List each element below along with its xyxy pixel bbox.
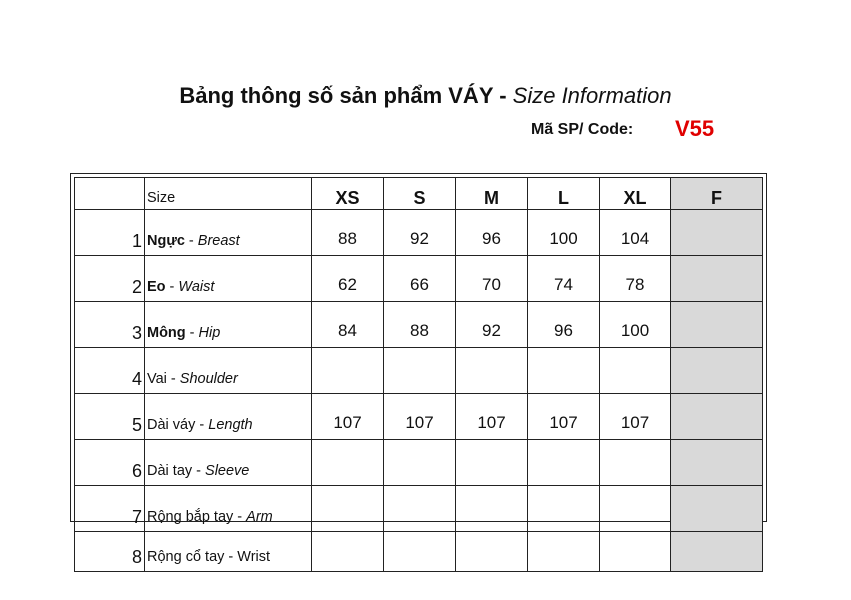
size-value-cell: 107 bbox=[312, 394, 384, 440]
measurement-label bbox=[145, 394, 312, 440]
label-separator: - bbox=[166, 371, 180, 387]
size-f-header: F bbox=[671, 178, 763, 210]
size-value-cell: 74 bbox=[528, 256, 600, 302]
size-xl-header: XL bbox=[600, 178, 671, 210]
header-row bbox=[75, 178, 763, 210]
size-value-cell: 107 bbox=[528, 394, 600, 440]
size-value-cell bbox=[671, 532, 763, 572]
label-english: Shoulder bbox=[179, 371, 238, 387]
size-m-header: M bbox=[456, 178, 528, 210]
measurement-label bbox=[145, 440, 312, 486]
label-vietnamese: Ngực bbox=[147, 233, 185, 249]
table-row bbox=[75, 532, 763, 572]
size-value-cell: 107 bbox=[600, 394, 671, 440]
size-value-cell: 88 bbox=[312, 210, 384, 256]
size-value-cell bbox=[456, 348, 528, 394]
row-number: 5 bbox=[75, 394, 145, 440]
size-value-cell bbox=[384, 348, 456, 394]
size-value-cell bbox=[384, 440, 456, 486]
size-value-cell bbox=[312, 440, 384, 486]
size-value-cell: 107 bbox=[384, 394, 456, 440]
label-separator: - bbox=[185, 325, 199, 341]
size-value-cell: 107 bbox=[456, 394, 528, 440]
product-code-value: V55 bbox=[675, 116, 715, 141]
label-separator: - bbox=[195, 417, 209, 433]
label-english: Arm bbox=[246, 509, 273, 525]
size-header-label: Size bbox=[145, 178, 312, 210]
label-english: Length bbox=[208, 417, 253, 433]
label-separator: - bbox=[165, 279, 179, 295]
size-value-cell bbox=[671, 394, 763, 440]
size-value-cell bbox=[671, 440, 763, 486]
label-english: Wrist bbox=[237, 549, 271, 565]
row-number: 6 bbox=[75, 440, 145, 486]
label-vietnamese: Mông bbox=[147, 325, 186, 341]
size-table bbox=[74, 177, 763, 572]
size-value-cell bbox=[528, 532, 600, 572]
measurement-label bbox=[145, 302, 312, 348]
size-value-cell bbox=[600, 532, 671, 572]
row-number: 3 bbox=[75, 302, 145, 348]
label-vietnamese: Eo bbox=[147, 279, 166, 295]
size-value-cell: 100 bbox=[528, 210, 600, 256]
row-number: 7 bbox=[75, 486, 145, 532]
size-value-cell bbox=[671, 302, 763, 348]
measurement-label bbox=[145, 486, 312, 532]
table-row bbox=[75, 302, 763, 348]
label-english: Sleeve bbox=[205, 463, 250, 479]
size-value-cell: 92 bbox=[456, 302, 528, 348]
label-vietnamese: Rộng bắp tay bbox=[147, 509, 234, 525]
size-value-cell bbox=[456, 532, 528, 572]
size-value-cell bbox=[671, 486, 763, 532]
size-value-cell bbox=[312, 348, 384, 394]
size-value-cell bbox=[528, 348, 600, 394]
row-number: 2 bbox=[75, 256, 145, 302]
label-separator: - bbox=[224, 549, 238, 565]
size-value-cell bbox=[671, 348, 763, 394]
size-value-cell: 62 bbox=[312, 256, 384, 302]
label-separator: - bbox=[184, 233, 198, 249]
size-value-cell bbox=[456, 486, 528, 532]
size-value-cell: 96 bbox=[456, 210, 528, 256]
table-row bbox=[75, 440, 763, 486]
size-value-cell: 104 bbox=[600, 210, 671, 256]
table-row bbox=[75, 210, 763, 256]
size-value-cell bbox=[528, 440, 600, 486]
label-vietnamese: Dài tay bbox=[147, 463, 193, 479]
title-main: Bảng thông số sản phẩm VÁY - bbox=[179, 83, 513, 108]
row-number: 1 bbox=[75, 210, 145, 256]
label-vietnamese: Dài váy bbox=[147, 417, 196, 433]
size-value-cell: 70 bbox=[456, 256, 528, 302]
size-value-cell bbox=[384, 486, 456, 532]
size-value-cell: 88 bbox=[384, 302, 456, 348]
size-xs-header: XS bbox=[312, 178, 384, 210]
product-code-label: Mã SP/ Code: bbox=[531, 121, 634, 138]
measurement-label bbox=[145, 210, 312, 256]
size-value-cell: 96 bbox=[528, 302, 600, 348]
size-value-cell bbox=[312, 486, 384, 532]
measurement-label bbox=[145, 256, 312, 302]
label-vietnamese: Vai bbox=[147, 371, 167, 387]
size-value-cell bbox=[600, 440, 671, 486]
size-value-cell: 92 bbox=[384, 210, 456, 256]
size-value-cell bbox=[312, 532, 384, 572]
table-row bbox=[75, 348, 763, 394]
size-l-header: L bbox=[528, 178, 600, 210]
size-value-cell: 100 bbox=[600, 302, 671, 348]
size-value-cell bbox=[600, 348, 671, 394]
measurement-label bbox=[145, 348, 312, 394]
page-title bbox=[0, 83, 851, 109]
table-row bbox=[75, 256, 763, 302]
size-value-cell: 84 bbox=[312, 302, 384, 348]
header-num-cell bbox=[75, 178, 145, 210]
label-vietnamese: Rộng cổ tay bbox=[147, 549, 225, 565]
label-separator: - bbox=[233, 509, 247, 525]
size-value-cell bbox=[528, 486, 600, 532]
label-english: Waist bbox=[178, 279, 215, 295]
label-english: Breast bbox=[197, 233, 240, 249]
table-row bbox=[75, 486, 763, 532]
label-english: Hip bbox=[198, 325, 221, 341]
size-value-cell: 78 bbox=[600, 256, 671, 302]
size-s-header: S bbox=[384, 178, 456, 210]
row-number: 8 bbox=[75, 532, 145, 572]
size-value-cell: 66 bbox=[384, 256, 456, 302]
size-value-cell bbox=[384, 532, 456, 572]
table-row bbox=[75, 394, 763, 440]
size-value-cell bbox=[671, 256, 763, 302]
label-separator: - bbox=[192, 463, 206, 479]
size-value-cell bbox=[600, 486, 671, 532]
size-value-cell bbox=[671, 210, 763, 256]
measurement-label bbox=[145, 532, 312, 572]
row-number: 4 bbox=[75, 348, 145, 394]
size-value-cell bbox=[456, 440, 528, 486]
title-sub: Size Information bbox=[512, 83, 672, 108]
